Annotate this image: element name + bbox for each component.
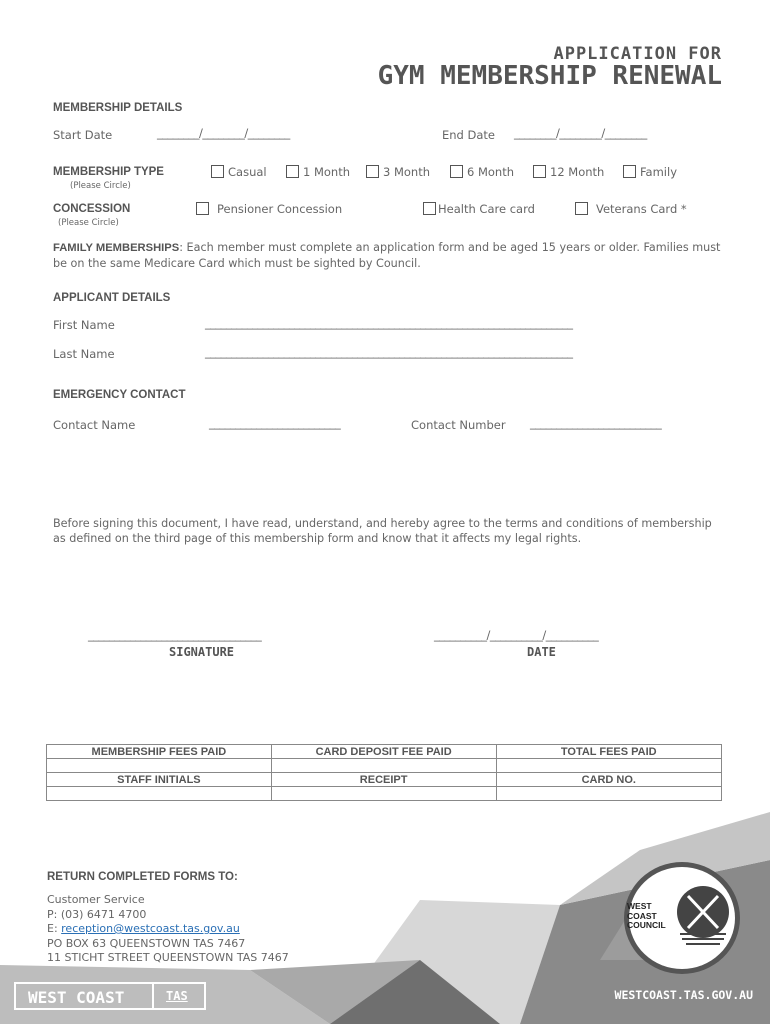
return-address xyxy=(47,893,289,966)
logo-text-line: WEST xyxy=(627,901,652,911)
option-label: Pensioner Concession xyxy=(217,202,343,216)
first-name-label: First Name xyxy=(53,318,115,332)
concession-note: (Please Circle) xyxy=(58,218,119,228)
brand-box xyxy=(14,982,206,1010)
website-link[interactable]: WESTCOAST.TAS.GOV.AU xyxy=(614,988,753,1002)
option-label: Family xyxy=(640,165,678,179)
contact-number-field[interactable]: _________________________ xyxy=(530,416,662,430)
option-label: Veterans Card * xyxy=(596,202,687,216)
table-header-cell: CARD NO. xyxy=(496,773,721,787)
family-memberships-bold: FAMILY MEMBERSHIPS xyxy=(53,242,180,254)
return-street: 11 STICHT STREET QUEENSTOWN TAS 7467 xyxy=(47,951,289,964)
concession-heading: CONCESSION xyxy=(53,203,131,215)
return-email-line xyxy=(47,922,289,937)
return-phone: P: (03) 6471 4700 xyxy=(47,907,147,921)
table-header-cell: MEMBERSHIP FEES PAID xyxy=(47,745,272,759)
form-title-line1: APPLICATION FOR xyxy=(553,44,722,64)
option-label: Casual xyxy=(228,165,267,179)
agreement-text: Before signing this document, I have read, understand, and hereby agree to the terms and conditions of membership as defined on the third page of this membership form and know that it affects my legal rights. xyxy=(53,517,712,545)
end-date-label: End Date xyxy=(442,128,495,142)
start-date-field[interactable]: ________/________/________ xyxy=(157,126,290,140)
membership-type-note: (Please Circle) xyxy=(70,181,131,191)
applicant-details-heading: APPLICANT DETAILS xyxy=(53,292,171,304)
date-field[interactable]: __________/__________/__________ xyxy=(434,628,599,642)
membership-type-heading: MEMBERSHIP TYPE xyxy=(53,166,164,178)
council-logo xyxy=(624,862,740,974)
table-header-cell: TOTAL FEES PAID xyxy=(496,745,721,759)
logo-text-line: COAST xyxy=(627,910,657,921)
date-label: DATE xyxy=(527,645,556,659)
start-date-label: Start Date xyxy=(53,128,113,142)
return-heading: RETURN COMPLETED FORMS TO: xyxy=(47,871,238,883)
logo-text xyxy=(627,902,666,931)
brand-name: WEST COAST xyxy=(28,988,125,1007)
return-po: PO BOX 63 QUEENSTOWN TAS 7467 xyxy=(47,936,246,950)
brand-divider xyxy=(152,984,154,1008)
email-prefix: E: xyxy=(47,922,62,935)
contact-number-label: Contact Number xyxy=(411,418,506,432)
emergency-contact-heading: EMERGENCY CONTACT xyxy=(53,389,186,401)
membership-details-heading: MEMBERSHIP DETAILS xyxy=(53,102,183,114)
table-header-cell: RECEIPT xyxy=(271,773,496,787)
logo-text-line: COUNCIL xyxy=(627,920,666,930)
first-name-field[interactable]: ______________________________________________________________________ xyxy=(205,316,573,330)
return-line1: Customer Service xyxy=(47,893,145,906)
last-name-label: Last Name xyxy=(53,347,115,361)
table-header-cell: STAFF INITIALS xyxy=(47,773,272,787)
option-label: 6 Month xyxy=(467,165,515,179)
option-label: 3 Month xyxy=(383,165,431,179)
option-label: Health Care card xyxy=(438,202,535,216)
option-label: 1 Month xyxy=(303,165,351,179)
table-header-cell: CARD DEPOSIT FEE PAID xyxy=(271,745,496,759)
form-title-line2: GYM MEMBERSHIP RENEWAL xyxy=(377,61,722,91)
contact-name-label: Contact Name xyxy=(53,418,136,432)
contact-name-field[interactable]: _________________________ xyxy=(209,416,341,430)
option-label: 12 Month xyxy=(550,165,605,179)
logo-mountain-icon xyxy=(674,882,732,952)
last-name-field[interactable]: ______________________________________________________________________ xyxy=(205,345,573,359)
family-memberships-text: : Each member must complete an application form and be aged 15 years or older. Families must be on the same Medicare Card which must be sighted by Council. xyxy=(53,241,721,270)
signature-label: SIGNATURE xyxy=(169,645,235,659)
brand-tas: TAS xyxy=(166,989,188,1003)
signature-field[interactable]: _________________________________ xyxy=(88,628,262,642)
end-date-field[interactable]: ________/________/________ xyxy=(514,126,647,140)
email-link[interactable]: reception@westcoast.tas.gov.au xyxy=(61,922,240,935)
